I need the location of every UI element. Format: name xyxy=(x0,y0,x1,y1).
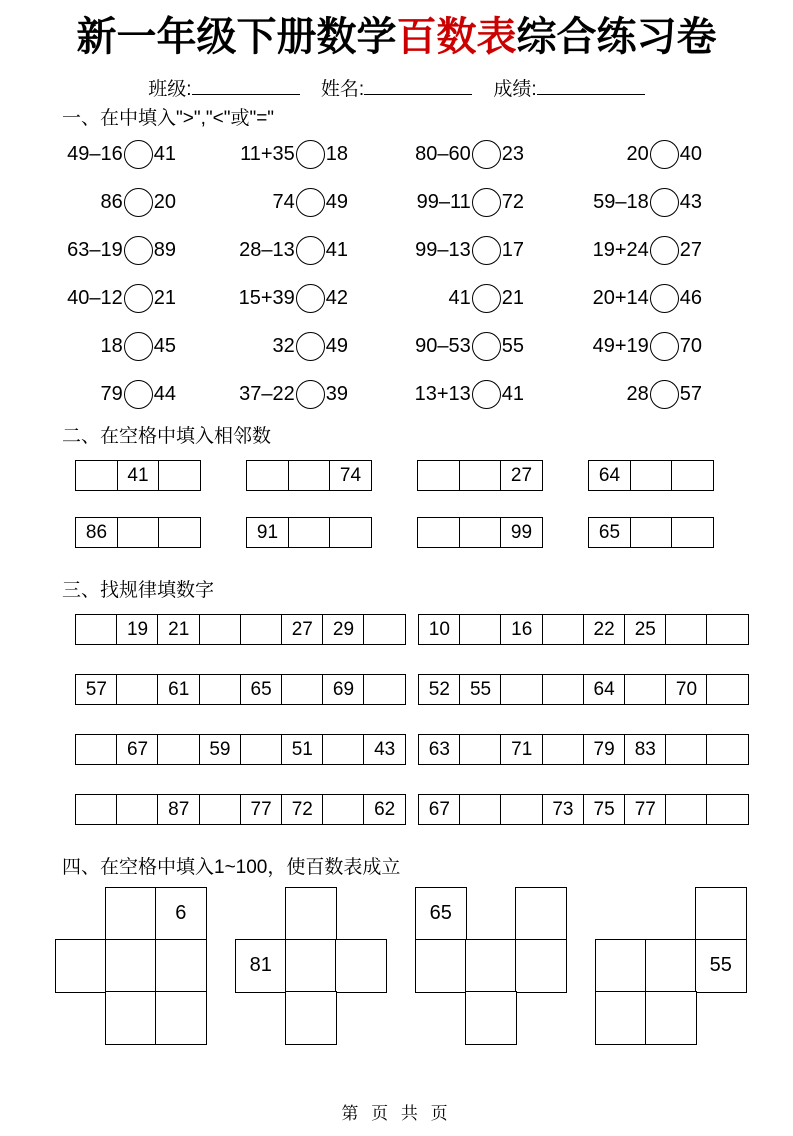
empty-cell[interactable] xyxy=(417,517,460,548)
number-cell: 75 xyxy=(583,794,626,825)
left-operand: 49–16 xyxy=(67,142,123,165)
adjacent-group xyxy=(417,460,543,491)
empty-cell[interactable] xyxy=(288,517,331,548)
sequence-table xyxy=(418,674,749,705)
sequence-table xyxy=(75,734,406,765)
empty-cell[interactable] xyxy=(199,674,242,705)
number-cell: 67 xyxy=(116,734,159,765)
empty-cell[interactable] xyxy=(246,460,289,491)
empty-cell[interactable] xyxy=(706,674,749,705)
comparison-grid xyxy=(48,130,793,418)
left-operand: 32 xyxy=(272,334,295,357)
empty-cell[interactable] xyxy=(199,614,242,645)
adjacent-group xyxy=(588,460,714,491)
left-operand: 15+39 xyxy=(238,286,295,309)
answer-circle[interactable] xyxy=(472,140,501,169)
number-cell: 22 xyxy=(583,614,626,645)
number-cell: 70 xyxy=(665,674,708,705)
empty-cell[interactable] xyxy=(363,674,406,705)
empty-cell[interactable] xyxy=(157,734,200,765)
empty-cell[interactable] xyxy=(706,614,749,645)
comparison-problem xyxy=(176,130,348,178)
empty-cell[interactable] xyxy=(158,517,201,548)
right-operand: 57 xyxy=(679,382,702,405)
right-operand: 40 xyxy=(679,142,702,165)
number-cell: 77 xyxy=(624,794,667,825)
empty-cell[interactable] xyxy=(671,517,714,548)
answer-circle[interactable] xyxy=(124,188,153,217)
name-label: 姓名: xyxy=(320,79,365,100)
number-cell: 64 xyxy=(583,674,626,705)
adjacent-group xyxy=(75,517,201,548)
answer-circle[interactable] xyxy=(650,140,679,169)
title-highlight: 百数表 xyxy=(396,14,517,60)
sequence-row xyxy=(75,794,793,825)
answer-circle[interactable] xyxy=(472,332,501,361)
comparison-problem xyxy=(348,322,524,370)
empty-cell[interactable] xyxy=(158,460,201,491)
number-cell: 69 xyxy=(322,674,365,705)
empty-cell[interactable] xyxy=(322,794,365,825)
empty-cell[interactable] xyxy=(240,734,283,765)
answer-circle[interactable] xyxy=(124,380,153,409)
title-post: 综合练习卷 xyxy=(516,14,717,60)
comparison-problem xyxy=(524,178,702,226)
left-operand: 86 xyxy=(100,190,123,213)
empty-cell[interactable] xyxy=(329,517,372,548)
empty-cell[interactable] xyxy=(595,939,647,993)
left-operand: 28–13 xyxy=(239,238,295,261)
number-cell: 91 xyxy=(246,517,289,548)
left-operand: 37–22 xyxy=(239,382,295,405)
comparison-problem xyxy=(176,370,348,418)
comparison-problem xyxy=(524,274,702,322)
empty-cell[interactable] xyxy=(459,614,502,645)
sequence-table xyxy=(75,794,406,825)
number-cell: 27 xyxy=(500,460,543,491)
empty-cell[interactable] xyxy=(500,674,543,705)
empty-cell[interactable] xyxy=(459,517,502,548)
empty-cell[interactable] xyxy=(542,674,585,705)
empty-cell[interactable] xyxy=(155,939,207,993)
right-operand: 42 xyxy=(325,286,348,309)
adjacent-group xyxy=(588,517,714,548)
answer-circle[interactable] xyxy=(124,140,153,169)
right-operand: 17 xyxy=(501,238,524,261)
comparison-problem xyxy=(348,274,524,322)
empty-cell[interactable] xyxy=(465,991,517,1045)
right-operand: 21 xyxy=(501,286,524,309)
empty-cell[interactable] xyxy=(695,887,747,941)
number-cell: 29 xyxy=(322,614,365,645)
empty-cell[interactable] xyxy=(417,460,460,491)
number-cell: 79 xyxy=(583,734,626,765)
empty-cell[interactable] xyxy=(542,734,585,765)
comparison-problem xyxy=(48,274,176,322)
comparison-problem xyxy=(524,370,702,418)
right-operand: 46 xyxy=(679,286,702,309)
right-operand: 45 xyxy=(153,334,176,357)
answer-circle[interactable] xyxy=(296,140,325,169)
adjacent-group xyxy=(75,460,201,491)
empty-cell[interactable] xyxy=(288,460,331,491)
left-operand: 11+35 xyxy=(240,142,295,165)
empty-cell[interactable] xyxy=(645,991,697,1045)
number-cell: 73 xyxy=(542,794,585,825)
answer-circle[interactable] xyxy=(296,284,325,313)
number-cell: 74 xyxy=(329,460,372,491)
number-cell: 51 xyxy=(281,734,324,765)
right-operand: 49 xyxy=(325,190,348,213)
sequence-row xyxy=(75,674,793,705)
sequence-rows xyxy=(0,614,793,825)
number-cell: 72 xyxy=(281,794,324,825)
empty-cell[interactable] xyxy=(671,460,714,491)
hundred-chart-piece xyxy=(55,887,207,1045)
empty-cell[interactable] xyxy=(459,794,502,825)
answer-circle[interactable] xyxy=(472,236,501,265)
empty-cell[interactable] xyxy=(116,794,159,825)
right-operand: 49 xyxy=(325,334,348,357)
comparison-problem xyxy=(348,178,524,226)
left-operand: 90–53 xyxy=(415,334,471,357)
section4-heading: 四、在空格中填入1~100，使百数表成立 xyxy=(62,857,401,878)
empty-cell[interactable] xyxy=(459,734,502,765)
sequence-row xyxy=(75,614,793,645)
answer-circle[interactable] xyxy=(650,332,679,361)
empty-cell[interactable] xyxy=(75,614,118,645)
adjacent-group xyxy=(417,517,543,548)
sequence-table xyxy=(418,614,749,645)
empty-cell[interactable] xyxy=(281,674,324,705)
comparison-problem xyxy=(48,370,176,418)
empty-cell[interactable] xyxy=(199,794,242,825)
empty-cell[interactable] xyxy=(500,794,543,825)
answer-circle[interactable] xyxy=(124,236,153,265)
number-cell: 65 xyxy=(588,517,631,548)
number-cell: 86 xyxy=(75,517,118,548)
empty-cell[interactable] xyxy=(285,939,337,993)
score-label: 成绩: xyxy=(493,79,537,100)
empty-cell[interactable] xyxy=(105,939,157,993)
adjacent-group xyxy=(246,460,372,491)
left-operand: 28 xyxy=(626,382,649,405)
score-blank-line[interactable] xyxy=(537,79,645,95)
number-cell: 65 xyxy=(415,887,467,941)
empty-cell[interactable] xyxy=(363,614,406,645)
right-operand: 18 xyxy=(325,142,348,165)
comparison-problem xyxy=(176,178,348,226)
number-cell: 77 xyxy=(240,794,283,825)
left-operand: 80–60 xyxy=(415,142,471,165)
answer-circle[interactable] xyxy=(124,284,153,313)
left-operand: 49+19 xyxy=(592,334,649,357)
left-operand: 74 xyxy=(272,190,295,213)
class-blank-line[interactable] xyxy=(192,79,300,95)
empty-cell[interactable] xyxy=(116,674,159,705)
answer-circle[interactable] xyxy=(296,236,325,265)
comparison-problem xyxy=(48,178,176,226)
empty-cell[interactable] xyxy=(630,460,673,491)
left-operand: 40–12 xyxy=(67,286,123,309)
adjacent-rows xyxy=(0,460,793,548)
section1-heading: 一、在中填入">","<"或"=" xyxy=(62,108,275,129)
right-operand: 44 xyxy=(153,382,176,405)
class-label: 班级: xyxy=(148,79,192,100)
empty-cell[interactable] xyxy=(75,460,118,491)
sequence-table xyxy=(75,674,406,705)
empty-cell[interactable] xyxy=(75,794,118,825)
comparison-problem xyxy=(48,226,176,274)
comparison-problem xyxy=(48,322,176,370)
title-pre: 新一年级下册数学 xyxy=(76,14,397,60)
empty-cell[interactable] xyxy=(105,887,157,941)
answer-circle[interactable] xyxy=(472,380,501,409)
left-operand: 20 xyxy=(626,142,649,165)
comparison-problem xyxy=(176,322,348,370)
comparison-problem xyxy=(348,226,524,274)
empty-cell[interactable] xyxy=(645,939,697,993)
empty-cell[interactable] xyxy=(285,887,337,941)
number-cell: 87 xyxy=(157,794,200,825)
left-operand: 99–11 xyxy=(416,190,471,213)
answer-circle[interactable] xyxy=(650,284,679,313)
right-operand: 89 xyxy=(153,238,176,261)
adjacent-group xyxy=(246,517,372,548)
comparison-problem xyxy=(524,130,702,178)
page-footer: 第 页 共 页 xyxy=(341,1104,452,1123)
number-cell: 64 xyxy=(588,460,631,491)
answer-circle[interactable] xyxy=(472,188,501,217)
page-title xyxy=(0,14,793,60)
comparison-problem xyxy=(176,274,348,322)
comparison-problem xyxy=(348,370,524,418)
sequence-table xyxy=(75,614,406,645)
right-operand: 41 xyxy=(325,238,348,261)
number-cell: 71 xyxy=(500,734,543,765)
empty-cell[interactable] xyxy=(415,939,467,993)
empty-cell[interactable] xyxy=(322,734,365,765)
left-operand: 79 xyxy=(100,382,123,405)
number-cell: 52 xyxy=(418,674,461,705)
empty-cell[interactable] xyxy=(105,991,157,1045)
empty-cell[interactable] xyxy=(706,794,749,825)
comparison-problem xyxy=(176,226,348,274)
right-operand: 55 xyxy=(501,334,524,357)
number-cell: 63 xyxy=(418,734,461,765)
empty-cell[interactable] xyxy=(624,674,667,705)
comparison-problem xyxy=(524,226,702,274)
hundred-chart-piece xyxy=(235,887,387,1045)
section3-heading: 三、找规律填数字 xyxy=(62,580,215,601)
answer-circle[interactable] xyxy=(650,236,679,265)
number-cell: 16 xyxy=(500,614,543,645)
right-operand: 20 xyxy=(153,190,176,213)
answer-circle[interactable] xyxy=(296,332,325,361)
number-cell: 61 xyxy=(157,674,200,705)
number-cell: 65 xyxy=(240,674,283,705)
empty-cell[interactable] xyxy=(706,734,749,765)
section2-heading: 二、在空格中填入相邻数 xyxy=(62,426,272,447)
sequence-table xyxy=(418,794,749,825)
sequence-table xyxy=(418,734,749,765)
right-operand: 43 xyxy=(679,190,702,213)
number-cell: 67 xyxy=(418,794,461,825)
sequence-row xyxy=(75,734,793,765)
comparison-problem xyxy=(48,130,176,178)
number-cell: 81 xyxy=(235,939,287,993)
answer-circle[interactable] xyxy=(650,188,679,217)
right-operand: 21 xyxy=(153,286,176,309)
answer-circle[interactable] xyxy=(296,380,325,409)
right-operand: 23 xyxy=(501,142,524,165)
empty-cell[interactable] xyxy=(665,614,708,645)
comparison-problem xyxy=(348,130,524,178)
left-operand: 18 xyxy=(100,334,123,357)
number-cell: 99 xyxy=(500,517,543,548)
number-cell: 62 xyxy=(363,794,406,825)
number-cell: 21 xyxy=(157,614,200,645)
number-cell: 57 xyxy=(75,674,118,705)
left-operand: 19+24 xyxy=(592,238,649,261)
empty-cell[interactable] xyxy=(595,991,647,1045)
empty-cell[interactable] xyxy=(465,939,517,993)
name-blank-line[interactable] xyxy=(364,79,472,95)
number-cell: 19 xyxy=(116,614,159,645)
left-operand: 59–18 xyxy=(593,190,649,213)
empty-cell[interactable] xyxy=(155,991,207,1045)
empty-cell[interactable] xyxy=(665,794,708,825)
hundred-chart-piece xyxy=(595,887,747,1045)
empty-cell[interactable] xyxy=(665,734,708,765)
right-operand: 70 xyxy=(679,334,702,357)
empty-cell[interactable] xyxy=(285,991,337,1045)
worksheet-page xyxy=(0,14,793,1123)
right-operand: 41 xyxy=(153,142,176,165)
hundred-chart-shapes xyxy=(55,887,793,1045)
student-info-line xyxy=(0,74,793,100)
answer-circle[interactable] xyxy=(124,332,153,361)
number-cell: 6 xyxy=(155,887,207,941)
empty-cell[interactable] xyxy=(75,734,118,765)
number-cell: 10 xyxy=(418,614,461,645)
empty-cell[interactable] xyxy=(240,614,283,645)
answer-circle[interactable] xyxy=(472,284,501,313)
number-cell: 43 xyxy=(363,734,406,765)
number-cell: 27 xyxy=(281,614,324,645)
right-operand: 39 xyxy=(325,382,348,405)
empty-cell[interactable] xyxy=(117,517,160,548)
left-operand: 20+14 xyxy=(592,286,649,309)
empty-cell[interactable] xyxy=(335,939,387,993)
adjacent-row xyxy=(75,517,793,548)
empty-cell[interactable] xyxy=(55,939,107,993)
right-operand: 27 xyxy=(679,238,702,261)
number-cell: 59 xyxy=(199,734,242,765)
empty-cell[interactable] xyxy=(515,887,567,941)
number-cell: 55 xyxy=(459,674,502,705)
answer-circle[interactable] xyxy=(650,380,679,409)
empty-cell[interactable] xyxy=(630,517,673,548)
left-operand: 13+13 xyxy=(414,382,471,405)
answer-circle[interactable] xyxy=(296,188,325,217)
number-cell: 55 xyxy=(695,939,747,993)
empty-cell[interactable] xyxy=(459,460,502,491)
number-cell: 83 xyxy=(624,734,667,765)
hundred-chart-piece xyxy=(415,887,567,1045)
adjacent-row xyxy=(75,460,793,491)
number-cell: 41 xyxy=(117,460,160,491)
left-operand: 41 xyxy=(448,286,471,309)
number-cell: 25 xyxy=(624,614,667,645)
left-operand: 63–19 xyxy=(67,238,123,261)
right-operand: 72 xyxy=(501,190,524,213)
empty-cell[interactable] xyxy=(515,939,567,993)
left-operand: 99–13 xyxy=(415,238,471,261)
comparison-problem xyxy=(524,322,702,370)
right-operand: 41 xyxy=(501,382,524,405)
empty-cell[interactable] xyxy=(542,614,585,645)
